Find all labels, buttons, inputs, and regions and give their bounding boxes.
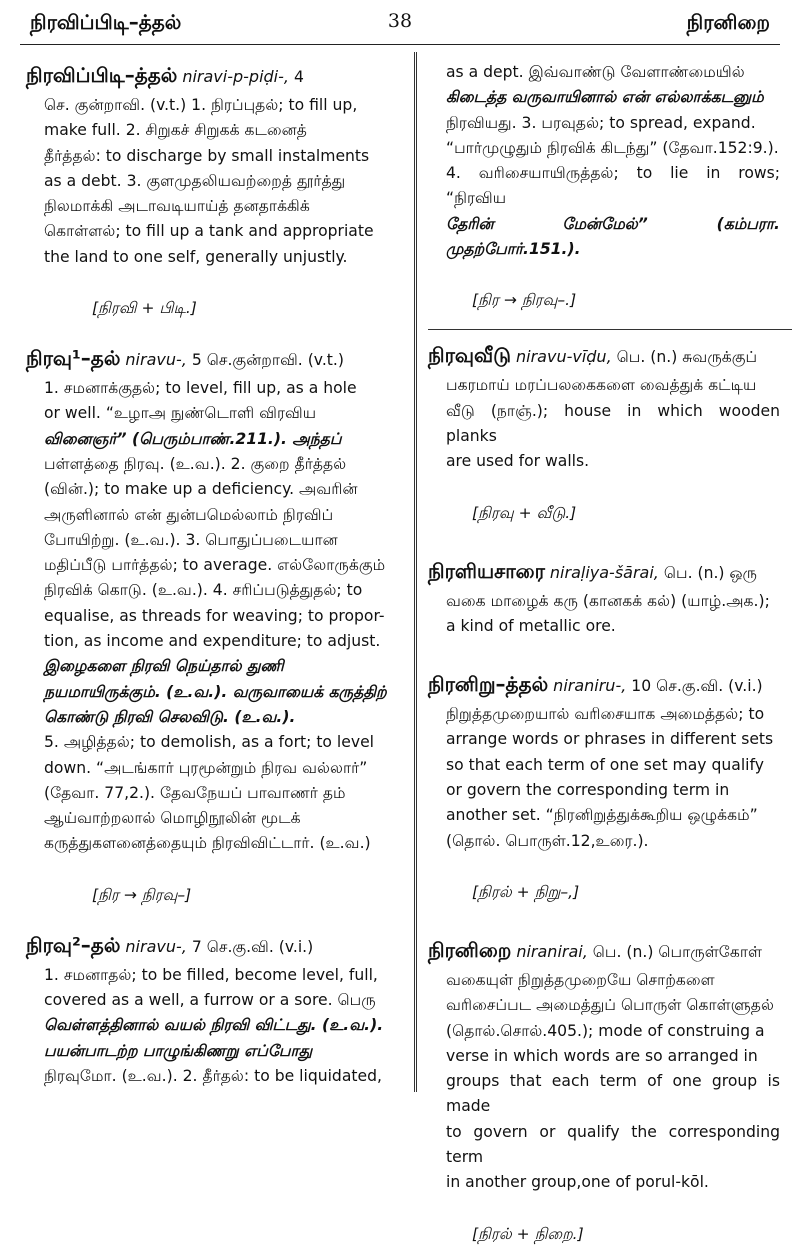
definition-line: 1. சமனாதல்; to be filled, become level, full,: [44, 965, 378, 984]
definition-line: (தேவா. 77,2.). தேவநேயப் பாவாணர் தம்: [44, 783, 346, 802]
definition-line: the land to one self, generally unjustly.: [44, 247, 348, 266]
definition-line: 1. சமனாக்குதல்; to level, fill up, as a hole: [44, 379, 357, 398]
definition-line: tion, as income and expenditure; to adjust.: [44, 632, 381, 651]
etymology: [நிர → நிரவு–]: [92, 885, 192, 904]
definition-line: (தொல். பொருள்.12,உரை.).: [446, 831, 649, 850]
definition-line: கொண்டு நிரவி செலவிடு. (உ.வ.).: [44, 707, 296, 726]
entry-niraliyasarai: [428, 556, 780, 640]
definition-line: make full. 2. சிறுகச் சிறுகக் கடனைத்: [44, 121, 307, 140]
definition-line: மதிப்பீடு பார்த்தல்; to average. எல்லோருக்கும்: [44, 556, 386, 575]
definition-line: covered as a well, a furrow or a sore. பெரு: [44, 991, 376, 1010]
definition-line: are used for walls.: [446, 452, 590, 471]
grammar-label: 5 செ.குன்றாவி. (v.t.): [191, 351, 344, 370]
header-right-guideword: நிரனிறை: [686, 10, 770, 34]
definition-line: ஆய்வாற்றலால் மொழிநூலின் மூடக்: [44, 809, 301, 828]
definition-line: another set. “நிரனிறுத்துக்கூறிய ஒழுக்கம்”: [446, 806, 758, 825]
definition-line: கருத்துகளனைத்தையும் நிரவிவிட்டார். (உ.வ.): [44, 834, 371, 853]
grammar-label: பெ. (n.) ஒரு: [663, 563, 757, 582]
entry-niraniru: [428, 669, 780, 905]
grammar-label: பெ. (n.) சுவருக்குப்: [616, 348, 758, 367]
definition-line: so that each term of one set may qualify: [446, 755, 764, 774]
definition-line: down. “அடங்கார் புரமூன்றும் நிரவ வல்லார்”: [44, 758, 368, 777]
transliteration: niraḷiya-šārai,: [549, 562, 659, 582]
definition-line: நிரவிக் கொடு. (உ.வ.). 4. சரிப்படுத்துதல்; to: [44, 581, 363, 600]
grammar-label: 10 செ.கு.வி. (v.i.): [631, 677, 763, 696]
etymology: [நிரல் + நிறு–,]: [472, 882, 580, 901]
page-header: [0, 0, 800, 48]
definition-line: in another group,one of porul-kōl.: [446, 1173, 709, 1192]
definition-line: வகையுள் நிறுத்தமுறையே சொற்களை: [446, 970, 715, 989]
definition-line: தேரின் மேன்மேல்” (கம்பரா. முதற்போர்.151.).: [446, 214, 780, 259]
definition-line: 4. வரிசையாயிருத்தல்; to lie in rows; “நிரவிய: [446, 164, 780, 208]
entry-niravu-2: [26, 930, 401, 1089]
definition-line: நயமாயிருக்கும். (உ.வ.). வருவாயைக் கருத்திற்: [44, 682, 387, 701]
definition-line: நிரவுமோ. (உ.வ.). 2. தீர்தல்: to be liquidated,: [44, 1066, 382, 1085]
transliteration: niravu-,: [125, 350, 187, 370]
definition-line: வெள்ளத்தினால் வயல் நிரவி விட்டது. (உ.வ.).: [44, 1016, 384, 1035]
grammar-label: 7 செ.கு.வி. (v.i.): [191, 937, 314, 956]
grammar-label: 4: [293, 68, 304, 86]
etymology: [நிரல் + நிறை.]: [472, 1224, 584, 1243]
definition-line: verse in which words are so arranged in: [446, 1046, 758, 1065]
definition-line: as a debt. 3. குளமுதலியவற்றைத் தூர்த்து: [44, 171, 346, 190]
definition-line: a kind of metallic ore.: [446, 616, 616, 635]
definition-line: தீர்த்தல்: to discharge by small instalments: [44, 146, 370, 165]
definition-line: போயிற்று. (உ.வ.). 3. பொதுப்படையான: [44, 530, 338, 549]
entry-niravippidi: [26, 60, 401, 321]
grammar-label: பெ. (n.) பொருள்கோள்: [592, 942, 763, 961]
definition-line: groups that each term of one group is made: [446, 1072, 780, 1116]
definition-line: to govern or qualify the corresponding term: [446, 1122, 780, 1167]
column-divider: [414, 52, 417, 1092]
etymology: [நிரவி + பிடி.]: [92, 299, 197, 318]
definition-line: அருளினால் என் துன்பமெல்லாம் நிரவிப்: [44, 505, 334, 524]
header-left-guideword: நிரவிப்பிடி–த்தல்: [30, 10, 182, 34]
definition-line: வரிசைப்பட அமைத்துப் பொருள் கொள்ளுதல்: [446, 996, 774, 1015]
definition-line: equalise, as threads for weaving; to propor-: [44, 606, 385, 625]
definition-line: நிலமாக்கி அடாவடியாய்த் தனதாக்கிக்: [44, 197, 310, 216]
headword: நிரவு¹–தல்: [26, 346, 121, 371]
entry-niranirai: [428, 935, 780, 1247]
transliteration: niravi-p-piḍi-,: [182, 67, 289, 86]
definition-line: (வின்.); to make up a deficiency. அவரின்: [44, 480, 358, 499]
entry-niravu-2-continued: [428, 60, 780, 313]
etymology: [நிரவு + வீடு.]: [472, 503, 577, 522]
left-column: [26, 60, 401, 1089]
definition-line: பகரமாய் மரப்பலகைகளை வைத்துக் கட்டிய: [446, 376, 757, 395]
entry-niravuveedu: [428, 340, 780, 525]
definition-line: நிரவியது. 3. பரவுதல்; to spread, expand.: [446, 113, 756, 132]
etymology: [நிர → நிரவு–.]: [472, 291, 577, 310]
definition-line: or well. “உழாஅ நுண்டொளி விரவிய: [44, 404, 317, 423]
definition-line: arrange words or phrases in different sets: [446, 730, 774, 749]
definition-line: கிடைத்த வருவாயினால் என் எல்லாக்கடனும்: [446, 88, 764, 107]
definition-line: பயன்பாடற்ற பாழுங்கிணறு எப்போது: [44, 1041, 313, 1060]
headword: நிரனிறை: [428, 937, 512, 962]
headword: நிரவுவீடு: [428, 343, 512, 368]
right-column: [428, 60, 780, 1247]
headword: நிரளியசாரை: [428, 558, 545, 583]
definition-line: (தொல்.சொல்.405.); mode of construing a: [446, 1021, 765, 1040]
definition-line: or govern the corresponding term in: [446, 781, 730, 800]
header-rule: [20, 44, 780, 45]
headword: நிரவிப்பிடி–த்தல்: [26, 63, 178, 87]
definition-line: “பார்முழுதும் நிரவிக் கிடந்து” (தேவா.152:9.).: [446, 138, 779, 157]
entry-niravu-1: [26, 343, 401, 908]
definition-line: வகை மாழைக் கரு (கானகக் கல்) (யாழ்.அக.);: [446, 591, 770, 610]
definition-line: பள்ளத்தை நிரவு. (உ.வ.). 2. குறை தீர்த்தல்: [44, 454, 347, 473]
definition-line: as a dept. இவ்வாண்டு வேளாண்மையில்: [446, 63, 745, 81]
headword: நிரவு²–தல்: [26, 932, 121, 957]
definition-line: வினைஞர்” (பெரும்பாண்.211.). அந்தப்: [44, 429, 342, 448]
transliteration: niraniru-,: [553, 676, 627, 696]
headword: நிரனிறு–த்தல்: [428, 672, 549, 697]
definition-line: இழைகளை நிரவி நெய்தால் துணி: [44, 657, 284, 676]
definition-line: நிறுத்தமுறையால் வரிசையாக அமைத்தல்; to: [446, 705, 765, 724]
transliteration: niranirai,: [516, 941, 588, 961]
definition-line: செ. குன்றாவி. (v.t.) 1. நிரப்புதல்; to fill up,: [44, 96, 358, 114]
page-number: 38: [387, 10, 413, 32]
entry-separator-rule: [428, 329, 792, 330]
transliteration: niravu-vīḍu,: [516, 347, 612, 367]
transliteration: niravu-,: [125, 936, 187, 956]
definition-line: 5. அழித்தல்; to demolish, as a fort; to level: [44, 733, 375, 752]
definition-line: கொள்ளல்; to fill up a tank and appropriate: [44, 222, 374, 241]
definition-line: வீடு (நாஞ்.); house in which wooden planks: [446, 401, 780, 445]
